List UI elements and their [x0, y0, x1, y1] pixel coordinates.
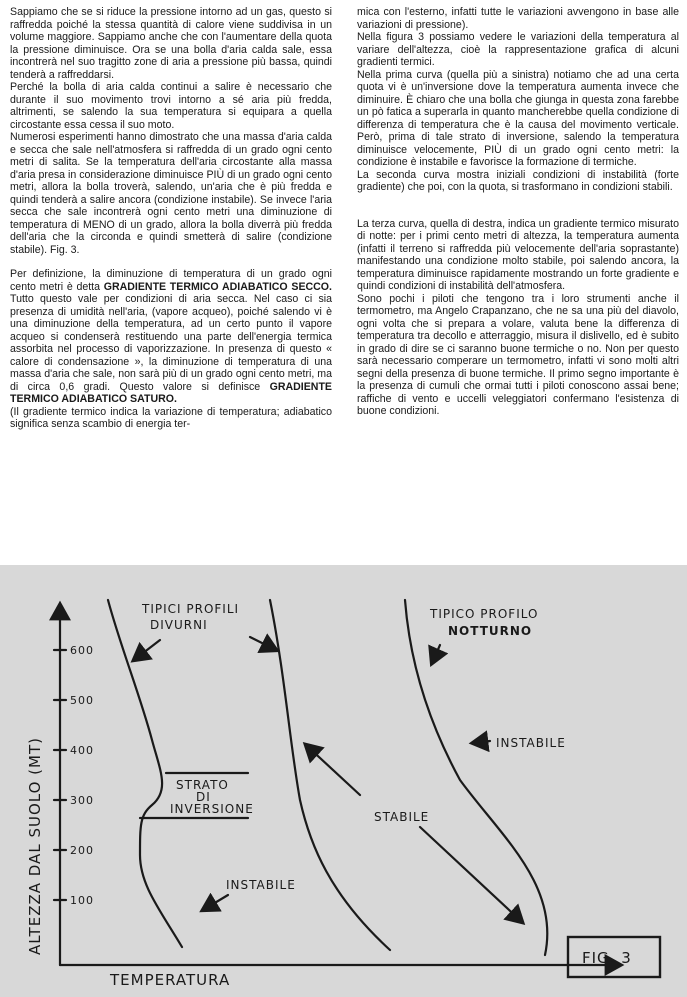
arrow-stabile: [306, 745, 360, 795]
text-run: Per definizione, la diminuzione di temperatura di un grado ogni cento metri è detta: [10, 268, 332, 293]
paragraph-gradient-definition: [10, 268, 332, 406]
paragraph: (Il gradiente termico indica la variazione di temperatura; adiabatico significa senza scambio di energia ter-: [10, 405, 332, 430]
label-instabile-top: INSTABILE: [496, 736, 566, 750]
tick-label: 600: [70, 644, 94, 657]
arrow-notturno: [432, 645, 440, 663]
paragraph: La terza curva, quella di destra, indica un gradiente termico misurato di notte: per i primi cento metri di altezza, la temperatura aumenta (infatti il terreno si raffredda più velocemente dell'aria soprastante) manifestando una condizione molto stabile, poi salendo ancora, la temperatura diminuisce rapidamente mostrando un forte gradiente e quindi condizioni di instabilità dell'atmosfera.: [357, 217, 679, 292]
right-column: [357, 6, 679, 418]
paragraph: La seconda curva mostra iniziali condizioni di instabilità (forte gradiente) che poi, con la quota, si trasformano in condizioni stabili.: [357, 168, 679, 193]
figure-3-drawing: [0, 565, 687, 997]
term-dry-adiabatic: GRADIENTE TERMICO ADIABATICO SECCO.: [103, 280, 332, 293]
label-stabile: STABILE: [374, 810, 430, 824]
label-notturno-line2: NOTTURNO: [448, 624, 533, 638]
tick-label: 400: [70, 744, 94, 757]
paragraph: Perché la bolla di aria calda continui a salire è necessario che durante il suo movimento trovi intorno a sé aria più fredda, altrimenti, se salendo la sua temperatura si equipara a quella circostante essa cessa il suo moto.: [10, 81, 332, 131]
arrow-profili-curve2: [250, 637, 276, 650]
paragraph: Sono pochi i piloti che tengono tra i loro strumenti anche il termometro, ma Angelo Crapanzano, che ne sa una più del diavolo, ogni volta che si prepara a volare, valuta bene la differenza di temperatura tra decollo e atterraggio, misura il dislivello, ed è subito in grado di dire se ci saranno buone termiche o no. Non per questo sarà necessario comperare un termometro, infatti vi sono molti altri segni della presenza di buone termiche. Il primo segno importante è la presenza di cumuli che ormai tutti i piloti conoscono assai bene; raffiche di vento e uccelli veleggiatori confermano l'esistenza di buone condizioni.: [357, 292, 679, 417]
label-instabile-bottom: INSTABILE: [226, 878, 296, 892]
label-notturno-line1: TIPICO PROFILO: [430, 607, 539, 621]
y-axis-label: ALTEZZA DAL SUOLO (MT): [26, 737, 44, 955]
arrow-instabile-bottom: [203, 895, 228, 910]
tick-label: 200: [70, 844, 94, 857]
paragraph: Sappiamo che se si riduce la pressione intorno ad un gas, questo si raffredda poiché la stessa quantità di calore viene suddivisa in un volume maggiore. Sappiamo anche che con l'aumentare della quota la pressione diminuisce. Ora se una bolla d'aria calda sale, essa incontrerà nel suo tragitto zone di aria a pressione più bassa, quindi tenderà a raffreddarsi.: [10, 6, 332, 81]
label-strato-line1: STRATO: [176, 778, 229, 792]
arrow-instabile-top: [473, 741, 490, 743]
x-axis-label: TEMPERATURA: [110, 971, 231, 989]
paragraph: Numerosi esperimenti hanno dimostrato che una massa d'aria calda e secca che sale nell'atmosfera si raffredda di un grado ogni cento metri di salita. Se la temperatura dell'aria circostante alla massa d'aria presa in considerazione diminuisce PIÙ di un grado ogni cento metri, allora la bolla troverà, salendo, un'aria che è più fredda e quindi tenderà a salire ancora (condizione instabile). Se invece l'aria secca che sale incontrerà ogni cento metri una diminuzione di temperatura di MENO di un grado, allora la bolla diverrà più fredda dell'aria che la circonda e quindi smetterà di salire (condizione stabile). Fig. 3.: [10, 131, 332, 256]
label-profili-line1: TIPICI PROFILI: [142, 602, 240, 616]
curve-day-unstable-stable: [270, 600, 390, 950]
y-tick-labels: [70, 644, 94, 907]
label-strato-line3: INVERSIONE: [170, 802, 254, 816]
left-column: [10, 6, 332, 431]
arrow-profili-curve1: [134, 640, 160, 660]
tick-label: 500: [70, 694, 94, 707]
label-strato-line2: DI: [196, 790, 211, 804]
curve-night: [405, 600, 547, 955]
term-saturated-adiabatic: GRADIENTE TERMICO ADIABATICO SATURO.: [10, 380, 332, 405]
paragraph: mica con l'esterno, infatti tutte le variazioni avvengono in base alle variazioni di pressione).: [357, 6, 679, 31]
fig-label: FIG. 3: [582, 949, 632, 967]
paragraph: Nella figura 3 possiamo vedere le variazioni della temperatura al variare dell'altezza, cioè la rappresentazione grafica di alcuni gradienti termici.: [357, 31, 679, 68]
label-profili-line2: DIVURNI: [150, 618, 208, 632]
tick-label: 100: [70, 894, 94, 907]
paragraph: Nella prima curva (quella più a sinistra) notiamo che ad una certa quota vi è un'inversione dove la temperatura aumenta invece che diminuire. È chiaro che una bolla che giunga in questa zona farebbe un pò fatica a superarla in quanto mancherebbe quella condizione di differenza di temperatura che è la causa del movimento verticale. Però, prima di tale strato di inversione, salendo la temperatura diminuisce velocemente, PIÙ di un grado ogni cento metri: la condizione è instabile e favorisce la formazione di termiche.: [357, 68, 679, 168]
figure-3: [0, 565, 687, 997]
text-run: Tutto questo vale per condizioni di aria secca. Nel caso ci sia presenza di umidità nell'aria, (vapore acqueo), poiché salendo vi è una diminuzione della temperatura, ad un certo punto il vapore acqueo si condenserà restituendo una parte dell'energia termica assorbita nel processo di vaporizzazione. In presenza di questo « calore di condensazione », la diminuzione di temperatura di una massa d'aria che sale, non sarà più di un grado ogni cento metri, ma di circa 0,6 gradi. Questo valore si definisce: [10, 293, 332, 393]
tick-label: 300: [70, 794, 94, 807]
arrow-stabile-down: [420, 827, 522, 922]
